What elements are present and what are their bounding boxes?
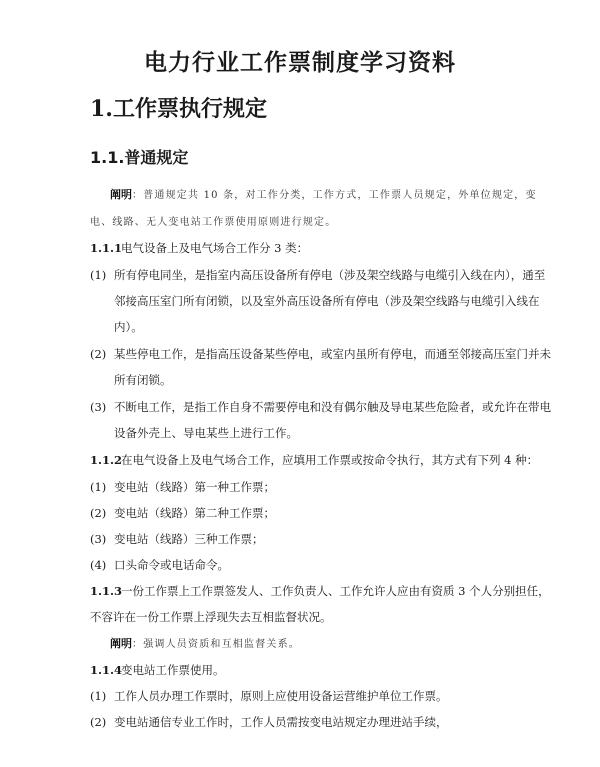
note-paragraph-line-1: [110, 188, 537, 203]
section-number: 1.1.4: [90, 663, 123, 677]
heading-1-1: 1.1.普通规定: [90, 148, 189, 167]
section-text: 一份工作票上工作票签发人、工作负责人、工作允许人应由有资质 3 个人分别担任，: [121, 584, 550, 598]
list-number: (1): [90, 268, 107, 282]
list-number: (3): [90, 532, 107, 546]
list-item: [90, 715, 448, 729]
note-paragraph-line-2: 电、线路、无人变电站工作票使用原则进行规定。: [90, 217, 337, 228]
note-text: ：强调人员资质和互相监督关系。: [132, 639, 300, 650]
section-1-1-3: [90, 584, 550, 598]
section-text: 电气设备上及电气场合工作分 3 类：: [121, 241, 309, 255]
list-item: [90, 689, 448, 703]
list-text: 所有停电同坐，是指室内高压设备所有停电（涉及架空线路与电缆引入线在内），通至: [114, 268, 546, 282]
document-title: 电力行业工作票制度学习资料: [144, 49, 456, 76]
section-text: 在电气设备上及电气场合工作，应填用工作票或按命令执行，其方式有下列 4 种：: [121, 453, 539, 467]
section-1-1-4: [90, 663, 225, 677]
section-continuation: 不容许在一份工作票上浮现失去互相监督状况。: [90, 610, 332, 624]
list-item: [90, 347, 551, 361]
note-text: ：普通规定共 10 条，对工作分类，工作方式，工作票人员规定，外单位规定，变: [132, 190, 537, 201]
list-item: [90, 400, 551, 414]
list-number: (2): [90, 506, 107, 520]
list-number: (1): [90, 689, 107, 703]
list-text: 变电站通信专业工作时，工作人员需按变电站规定办理进站手续，: [114, 715, 448, 729]
list-item: [90, 480, 275, 494]
note-label: 阐明: [110, 188, 132, 201]
section-1-1-1: [90, 241, 308, 255]
section-number: 1.1.3: [90, 584, 123, 598]
list-number: (3): [90, 400, 107, 414]
list-text: 口头命令或电话命令。: [114, 558, 229, 572]
list-number: (1): [90, 480, 107, 494]
note-label: 阐明: [110, 637, 132, 650]
list-item: [90, 532, 264, 546]
list-item-continuation: 邻接高压室门所有闭锁，以及室外高压设备所有停电（涉及架空线路与电缆引入线在: [114, 294, 540, 308]
list-text: 变电站（线路）第二种工作票；: [114, 506, 275, 520]
list-item-continuation: 内）。: [114, 320, 143, 334]
list-text: 变电站（线路）三种工作票；: [114, 532, 264, 546]
list-item: [90, 506, 275, 520]
note-paragraph: [110, 637, 300, 652]
list-text: 工作人员办理工作票时，原则上应使用设备运营维护单位工作票。: [114, 689, 448, 703]
list-item: [90, 268, 545, 282]
list-item: [90, 558, 229, 572]
section-number: 1.1.2: [90, 453, 123, 467]
list-text: 不断电工作，是指工作自身不需要停电和没有偶尔触及导电某些危险者，或允许在带电: [114, 400, 551, 414]
heading-1: 1.工作票执行规定: [90, 96, 267, 122]
list-number: (4): [90, 558, 107, 572]
section-number: 1.1.1: [90, 241, 123, 255]
list-text: 某些停电工作，是指高压设备某些停电，或室内虽所有停电，而通至邻接高压室门并未: [114, 347, 551, 361]
list-number: (2): [90, 347, 107, 361]
section-1-1-2: [90, 453, 538, 467]
list-number: (2): [90, 715, 107, 729]
list-item-continuation: 所有闭锁。: [114, 373, 172, 387]
section-text: 变电站工作票使用。: [121, 663, 225, 677]
list-text: 变电站（线路）第一种工作票；: [114, 480, 275, 494]
list-item-continuation: 设备外壳上、导电某些上进行工作。: [114, 426, 298, 440]
